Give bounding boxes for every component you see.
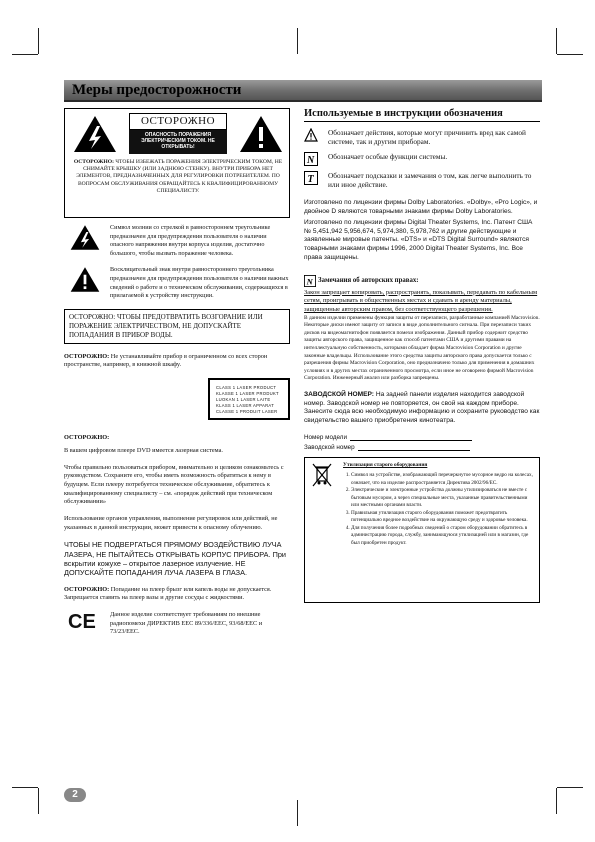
svg-text:N: N bbox=[307, 154, 315, 166]
crop-mark bbox=[12, 787, 38, 788]
serial-number-field: Заводской номер bbox=[304, 444, 540, 451]
lightning-triangle-icon bbox=[73, 115, 117, 153]
copyright-body: В данном изделии применены функция защиты от перезаписи, разработанные компанией Macrovision. Некоторые диски имеют защиту от записи в виде дополнительного сигнала. При перезаписи таких дисков на видеомагнитофон появляется помехи изображения. Данный прибор содержит средство защиты авторского права, защищенное как способ патентами США и другими правами на интеллектуальную собственность, которыми обладает фирма Macrovision Corporation и другие законные владельцы. Использование этого средства защиты авторского права допускается только с разрешения фирмы Macrovision Corporation, оно предназначено только для применения в домашних условиях и в других местах ограниченного просмотра, если иное не оговорено фирмой Macrovision Corporation. Инженерный анализ или разборка запрещены. bbox=[304, 314, 540, 382]
note-n-icon bbox=[304, 275, 316, 287]
svg-text:N: N bbox=[306, 276, 313, 287]
right-column bbox=[304, 108, 540, 603]
crop-mark bbox=[557, 787, 583, 788]
crop-mark bbox=[12, 54, 38, 55]
ce-mark: CE bbox=[68, 611, 96, 634]
copyright-heading: N Замечания об авторских правах: bbox=[304, 275, 540, 287]
usage-text: Чтобы правильно пользоваться прибором, внимательно и целиком ознакомьтесь с руководством. Сохраните его, чтобы иметь возможность обратиться к нему в будущем. Если плееру потребуется техническое обслуживание, обратитесь к квалифицированному специалисту – см. «порядок действий при техническом обслуживании» bbox=[64, 463, 284, 506]
symbol-row-note: N Обозначает особые функции системы. bbox=[304, 152, 540, 166]
tip-t-icon bbox=[304, 171, 318, 185]
laser-label-row bbox=[64, 378, 290, 420]
crop-mark bbox=[38, 788, 39, 814]
list-item: 2. Электрические и электронные устройства должны утилизироваться не вместе с бытовым мусором, а через специальные места, указанные правительственными или местными органами власти. bbox=[351, 487, 533, 510]
crop-mark bbox=[297, 800, 298, 826]
ce-compliance: CE Данное изделие соответствует требованиям по внешние радиопомехи ДИРЕКТИВ ЕЕС 89/336/EEC, 93/68/EEC и 73/23/EEC. bbox=[68, 611, 263, 636]
laser-beam-warning: ЧТОБЫ НЕ ПОДВЕРГАТЬСЯ ПРЯМОМУ ВОЗДЕЙСТВИЮ ЛУЧА ЛАЗЕРА, НЕ ПЫТАЙТЕСЬ ОТКРЫВАТЬ КОРПУС ПРИБОРА. При вскрытии кожухе – открытое лазерное излучение. НЕ ДОПУСКАЙТЕ ПОПАДАНИЯ ЛУЧА ЛАЗЕРА В ГЛАЗА. bbox=[64, 540, 286, 578]
laser-system-text: В вашем цифровом плеере DVD имеется лазерная система. bbox=[64, 446, 223, 454]
caution-heading: ОСТОРОЖНО: bbox=[64, 434, 110, 442]
crop-mark bbox=[297, 28, 298, 54]
crossed-bin-icon bbox=[311, 462, 333, 488]
note-n-icon bbox=[304, 152, 318, 166]
exclamation-explanation: Восклицательный знак внутри равностороннего треугольника предназначен для предупреждения пользователя о наличии важных сведений о работе и о техническом обслуживании, содержащихся в прилагаемой к устройству инструкции. bbox=[64, 266, 290, 300]
warning-black-label: ОПАСНОСТЬ ПОРАЖЕНИЯ ЭЛЕКТРИЧЕСКИМ ТОКОМ. НЕ ОТКРЫВАТЬ! bbox=[129, 130, 227, 154]
model-number-field: Номер модели bbox=[304, 434, 540, 441]
list-item: 4. Для получения более подробных сведений о старом оборудовании обратитесь в администрацию города, службу, занимающуюся утилизацией или в магазин, где был приобретен продукт. bbox=[351, 525, 533, 548]
weee-list bbox=[343, 472, 533, 547]
list-item: 1. Символ на устройстве, изображающий перечеркнутое мусорное ведро на колесах, означает, что на изделие распространяется Директива 2002/96/EC. bbox=[351, 472, 533, 487]
serial-number-text: ЗАВОДСКОЙ НОМЕР: На задней панели изделия находится заводской номер. Заводской номер не повторяется, он свой на каждом приборе. Занесите сюда всю необходимую информацию и сохраните руководство как свидетельство вашего приобретения кинотеатра. bbox=[304, 390, 540, 425]
water-caution: ОСТОРОЖНО: Попадание на плеер брызг или капель воды не допускается. Запрещается ставить на плеер вазы и другие сосуды с жидкостями. bbox=[64, 585, 272, 602]
install-caution: ОСТОРОЖНО: Не устанавливайте прибор в ограниченном со всех сторон пространстве, например, в книжной шкафу. bbox=[64, 352, 268, 369]
weee-title: Утилизация старого оборудования bbox=[343, 462, 428, 469]
shock-warning-box bbox=[64, 108, 290, 218]
page-title: Меры предосторожности bbox=[72, 82, 242, 98]
symbol-row-tip: T Обозначает подсказки и замечания о том, как легче выполнить то или иное действие. bbox=[304, 171, 540, 190]
controls-text: Использование органов управления, выполнение регулировок или действий, не указанных в данной инструкции, может привести к опасному облучению. bbox=[64, 515, 278, 531]
symbol-row-warning: Обозначает действия, которые могут причинить вред как самой системе, так и другим приборам. bbox=[304, 128, 540, 147]
laser-class-label: CLASS 1 LASER PRODUCT KLASSE 1 LASER PRODUKT LUOKAN 1 LASER LAITE KLASS 1 LASER APPARAT CLASSE 1 PRODUIT LASER bbox=[208, 378, 290, 420]
box-caution-text: ОСТОРОЖНО: ЧТОБЫ ИЗБЕЖАТЬ ПОРАЖЕНИЯ ЭЛЕКТРИЧЕСКИМ ТОКОМ, НЕ СНИМАЙТЕ КРЫШКУ (ИЛИ ЗАДНЮЮ СТЕНКУ). ВНУТРИ ПРИБОРА НЕТ ЭЛЕМЕНТОВ, ПРЕДНАЗНАЧЕННЫХ ДЛЯ РЕГУЛИРОВКИ ПОТРЕБИТЕЛЕМ. ПО ВОПРОСАМ ОБСЛУЖИВАНИЯ ОБРАЩАЙТЕСЬ К КВАЛИФИЦИРОВАННОМУ СПЕЦИАЛИСТУ. bbox=[73, 159, 283, 194]
warning-triangle-icon bbox=[304, 128, 318, 142]
crop-mark bbox=[556, 788, 557, 814]
list-item: 3. Правильная утилизация старого оборудования поможет предотвратить потенциально вредное воздействие на окружающую среду и здоровье человека. bbox=[351, 510, 533, 525]
fire-warning-box: ОСТОРОЖНО: ЧТОБЫ ПРЕДОТВРАТИТЬ ВОЗГОРАНИЕ ИЛИ ПОРАЖЕНИЕ ЭЛЕКТРИЧЕСТВОМ, НЕ ДОПУСКАЙТЕ ПОПАДАНИЯ В ПРИБОР ВОДЫ. bbox=[64, 309, 290, 344]
dts-license: Изготовлено по лицензии фирмы Digital Theater Systems, Inc. Патент США № 5,451,942 5,956,674, 5,974,380, 5,978,762 и другие действующие и заявленные мировые патенты. «DTS» и «DTS Digital Surround» являются товарными знаками фирмы 1996, 2000 Digital Theater Systems, Inc. Все права защищены. bbox=[304, 218, 533, 261]
crop-mark bbox=[556, 28, 557, 54]
crop-mark bbox=[38, 28, 39, 54]
lightning-explanation: Символ молнии со стрелкой в равностороннем треугольнике предназначен для предупреждения пользователя о наличии опасного напряжения внутри корпуса изделия, достаточно большого, чтобы вызвать поражение человека. bbox=[64, 224, 290, 258]
page-title-bar bbox=[64, 80, 542, 102]
page-number: 2 bbox=[64, 788, 86, 802]
exclamation-triangle-icon bbox=[239, 115, 283, 153]
weee-disposal-box bbox=[304, 457, 540, 603]
left-column bbox=[64, 108, 290, 637]
exclamation-triangle-icon bbox=[70, 266, 100, 293]
crop-mark bbox=[557, 54, 583, 55]
symbols-section-title: Используемые в инструкции обозначения bbox=[304, 108, 540, 122]
svg-text:T: T bbox=[307, 173, 314, 185]
warning-header: ОСТОРОЖНО bbox=[129, 113, 227, 130]
dolby-license: Изготовлено по лицензии фирмы Dolby Laboratories. «Dolby», «Pro Logic», и двойное D являются товарными знаками фирмы Dolby Laboratories. bbox=[304, 199, 538, 215]
copyright-notice: Закон запрещает копировать, распространять, показывать, передавать по кабельным сетям, проигрывать в общественных местах и сдавать в аренду материалы, защищенные авторским правом, без соответствующего разрешения. bbox=[304, 288, 538, 313]
lightning-triangle-icon bbox=[70, 224, 100, 251]
